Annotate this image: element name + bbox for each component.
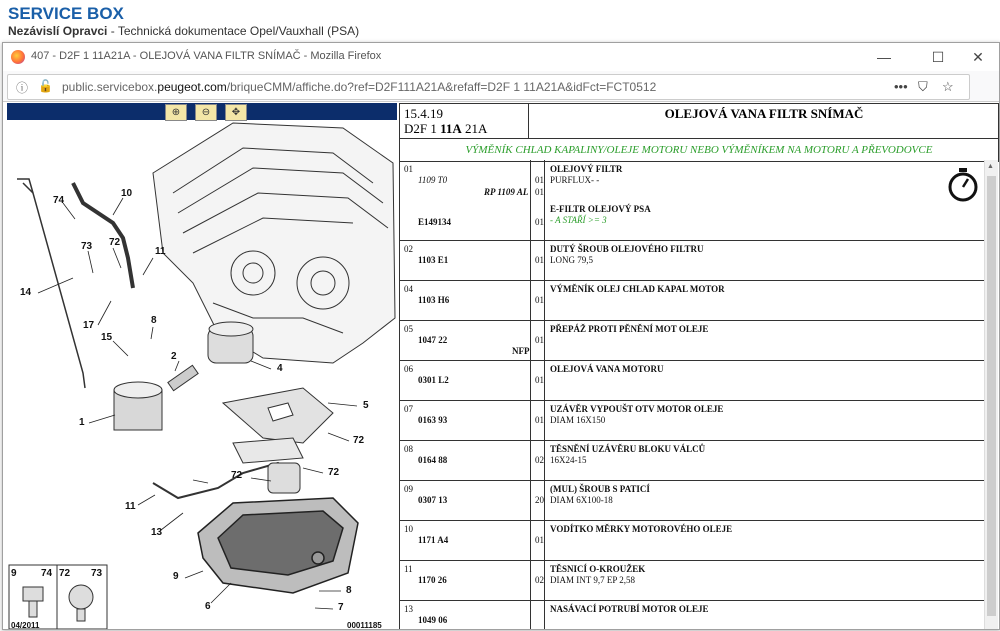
url-text[interactable]	[62, 80, 656, 94]
part-ref[interactable]: 0164 88	[418, 455, 448, 465]
part-desc: DIAM INT 9,7 EP 2,58	[550, 575, 635, 585]
diagram-label-1[interactable]: 1	[79, 417, 85, 428]
diagram-svg	[3, 103, 397, 629]
part-ref[interactable]: E149134	[418, 217, 452, 227]
part-ref[interactable]: 1049 06	[418, 615, 448, 625]
part-name: OLEJOVÝ FILTR	[550, 164, 623, 174]
oil-filter-drawing	[114, 382, 162, 430]
row-number: 13	[404, 604, 413, 614]
diagram-label-7[interactable]: 7	[338, 602, 344, 613]
part-ref[interactable]: 0301 L2	[418, 375, 449, 385]
table-row[interactable]	[399, 160, 986, 241]
part-ref[interactable]: 0307 13	[418, 495, 448, 505]
part-name: TĚSNĚNÍ UZÁVĚRU BLOKU VÁLCŮ	[550, 444, 706, 454]
inset-screws	[23, 585, 93, 621]
inset-label-73[interactable]: 73	[91, 568, 103, 579]
zoom-out-icon[interactable]: ⊖	[195, 104, 217, 121]
engine-block-drawing	[153, 123, 395, 363]
row-number: 08	[404, 444, 413, 454]
diagram-label-11[interactable]: 11	[155, 246, 166, 257]
table-row[interactable]	[399, 480, 986, 521]
diagram-label-14[interactable]: 14	[20, 287, 32, 298]
part-name: E-FILTR OLEJOVÝ PSA	[550, 204, 651, 214]
row-number: 02	[404, 244, 413, 254]
url-field[interactable]	[7, 74, 970, 100]
oil-cooler-drawing	[208, 322, 253, 363]
inset-label-72[interactable]: 72	[59, 568, 71, 579]
diagram-label-72b[interactable]: 72	[353, 435, 365, 446]
diagram-label-2[interactable]: 2	[171, 351, 177, 362]
diagram-number: 00011185	[347, 621, 382, 630]
pocket-icon[interactable]: ⛉	[918, 79, 928, 94]
part-name: UZÁVĚR VYPOUŠT OTV MOTOR OLEJE	[550, 404, 724, 414]
part-desc: DIAM 6X100-18	[550, 495, 613, 505]
part-qty: 01	[535, 217, 544, 227]
inset-label-9[interactable]: 9	[11, 568, 17, 579]
row-number: 01	[404, 164, 413, 174]
part-note: NFP	[512, 346, 530, 356]
close-button[interactable]: ✕	[972, 49, 984, 65]
part-qty: 20	[535, 495, 544, 505]
url-rest: /briqueCMM/affiche.do?ref=D2F111A21A&refaff=D2F 1 11A21A&idFct=FCT0512	[226, 80, 657, 94]
table-row[interactable]	[399, 600, 986, 629]
zoom-in-icon[interactable]: ⊕	[165, 104, 187, 121]
table-row[interactable]	[399, 240, 986, 281]
part-ref-alt[interactable]: RP 1109 AL	[484, 187, 529, 197]
table-row[interactable]	[399, 440, 986, 481]
part-qty: 01	[535, 255, 544, 265]
ref-cell	[400, 160, 531, 240]
table-row[interactable]	[399, 320, 986, 361]
row-number: 10	[404, 524, 413, 534]
diagram-label-13[interactable]: 13	[151, 527, 163, 538]
url-prefix: public.servicebox.	[62, 80, 158, 94]
diagram-label-8[interactable]: 8	[151, 315, 157, 326]
window-titlebar	[3, 43, 999, 71]
vertical-scrollbar[interactable]	[984, 160, 998, 629]
firefox-logo-icon	[11, 50, 25, 64]
baffle-drawing	[223, 388, 333, 443]
window-title: 407 - D2F 1 11A21A - OLEJOVÁ VANA FILTR SNÍMAČ - Mozilla Firefox	[31, 50, 382, 62]
part-name: NASÁVACÍ POTRUBÍ MOTOR OLEJE	[550, 604, 709, 614]
info-icon[interactable]: ⓘ	[16, 81, 29, 95]
part-qty: 02	[535, 575, 544, 585]
part-desc: LONG 79,5	[550, 255, 593, 265]
part-qty: 01	[535, 535, 544, 545]
part-ref[interactable]: 0163 93	[418, 415, 448, 425]
zoom-pan-icon[interactable]: ✥	[225, 104, 247, 121]
servicebox-header	[0, 0, 1000, 42]
diagram-label-15[interactable]: 15	[101, 332, 113, 343]
inset-label-74[interactable]: 74	[41, 568, 53, 579]
diagram-label-17[interactable]: 17	[83, 320, 95, 331]
part-desc: 16X24-15	[550, 455, 587, 465]
part-ref[interactable]: 1103 E1	[418, 255, 449, 265]
part-desc: DIAM 16X150	[550, 415, 606, 425]
part-qty: 01	[535, 187, 544, 197]
bookmark-star-icon[interactable]: ☆	[942, 79, 954, 94]
table-row[interactable]	[399, 520, 986, 561]
part-qty: 01	[535, 295, 544, 305]
diagram-label-4[interactable]: 4	[277, 363, 283, 374]
diagram-label-6[interactable]: 6	[205, 601, 211, 612]
qty-cell	[530, 600, 545, 629]
table-row[interactable]	[399, 400, 986, 441]
part-qty: 02	[535, 455, 544, 465]
part-qty: 01	[535, 175, 544, 185]
page-actions-icon[interactable]: •••	[894, 79, 908, 94]
ref-part-a: D2F 1	[404, 121, 441, 136]
parts-list-pane	[398, 103, 999, 629]
url-domain: peugeot.com	[157, 80, 227, 94]
oil-pan-drawing	[198, 498, 358, 593]
table-row[interactable]	[399, 360, 986, 401]
diagram-label-72[interactable]: 72	[109, 237, 121, 248]
insecure-lock-icon[interactable]: 🔓	[38, 79, 53, 93]
part-name: (MUL) ŠROUB S PATICÍ	[550, 484, 650, 494]
section-subtitle: VÝMĚNÍK CHLAD KAPALINY/OLEJE MOTORU NEBO VÝMĚNÍKEM NA MOTORU A PŘEVODOVCE	[399, 138, 999, 162]
diagram-label-74[interactable]: 74	[53, 195, 65, 206]
scroll-up-icon[interactable]: ▲	[987, 162, 994, 170]
diagram-label-72c[interactable]: 72	[328, 467, 340, 478]
part-ref[interactable]: 1047 22	[418, 335, 448, 345]
subtitle-rest: - Technická dokumentace Opel/Vauxhall (PSA)	[107, 24, 360, 38]
part-qty: 01	[535, 335, 544, 345]
diagram-label-5[interactable]: 5	[363, 400, 369, 411]
qty-cell	[530, 160, 545, 240]
site-title: SERVICE BOX	[8, 4, 124, 23]
parts-header	[399, 103, 999, 139]
part-ref[interactable]: 1171 A4	[418, 535, 449, 545]
diagram-label-11b[interactable]: 11	[125, 501, 136, 512]
part-name: VODÍTKO MĚRKY MOTOROVÉHO OLEJE	[550, 524, 733, 534]
part-qty: 01	[535, 415, 544, 425]
diagram-label-9[interactable]: 9	[173, 571, 179, 582]
diagram-label-10[interactable]: 10	[121, 188, 133, 199]
doc-reference	[404, 121, 487, 137]
part-desc-note: - A STAŘÍ >= 3	[550, 215, 607, 225]
table-row[interactable]	[399, 280, 986, 321]
subtitle-bold: Nezávislí Opravci	[8, 24, 108, 38]
row-number: 07	[404, 404, 413, 414]
exploded-diagram	[3, 103, 397, 629]
diagram-label-73[interactable]: 73	[81, 241, 93, 252]
table-row[interactable]	[399, 560, 986, 601]
hollow-screw-drawing	[168, 365, 198, 390]
scrollbar-thumb[interactable]	[987, 176, 996, 616]
part-ref[interactable]: 1109 T0	[418, 175, 448, 185]
row-number: 11	[404, 564, 413, 574]
diagram-date: 04/2011	[11, 621, 40, 630]
ref-part-b: 11A	[440, 121, 462, 136]
part-qty: 01	[535, 375, 544, 385]
part-name: TĚSNICÍ O-KROUŽEK	[550, 564, 646, 574]
row-number: 05	[404, 324, 413, 334]
dipstick-drawing	[17, 179, 85, 388]
site-subtitle	[8, 24, 359, 38]
diagram-label-8b[interactable]: 8	[346, 585, 352, 596]
row-number: 06	[404, 364, 413, 374]
row-number: 09	[404, 484, 413, 494]
part-name: DUTÝ ŠROUB OLEJOVÉHO FILTRU	[550, 244, 704, 254]
ref-part-c: 21A	[461, 121, 488, 136]
diagram-label-72d[interactable]: 72	[231, 470, 243, 481]
part-name: PŘEPÁŽ PROTI PĚNĚNÍ MOT OLEJE	[550, 324, 709, 334]
firefox-window	[2, 42, 1000, 630]
part-desc: PURFLUX- -	[550, 175, 600, 185]
minimize-button[interactable]: —	[877, 49, 891, 65]
row-number: 04	[404, 284, 413, 294]
maximize-button[interactable]: ☐	[931, 49, 945, 65]
doc-title: OLEJOVÁ VANA FILTR SNÍMAČ	[528, 104, 999, 138]
part-ref[interactable]: 1170 26	[418, 575, 447, 585]
part-name: VÝMĚNÍK OLEJ CHLAD KAPAL MOTOR	[550, 284, 725, 294]
doc-date: 15.4.19	[404, 106, 443, 121]
navigation-bar	[3, 71, 999, 102]
part-name: OLEJOVÁ VANA MOTORU	[550, 364, 664, 374]
part-ref[interactable]: 1103 H6	[418, 295, 450, 305]
